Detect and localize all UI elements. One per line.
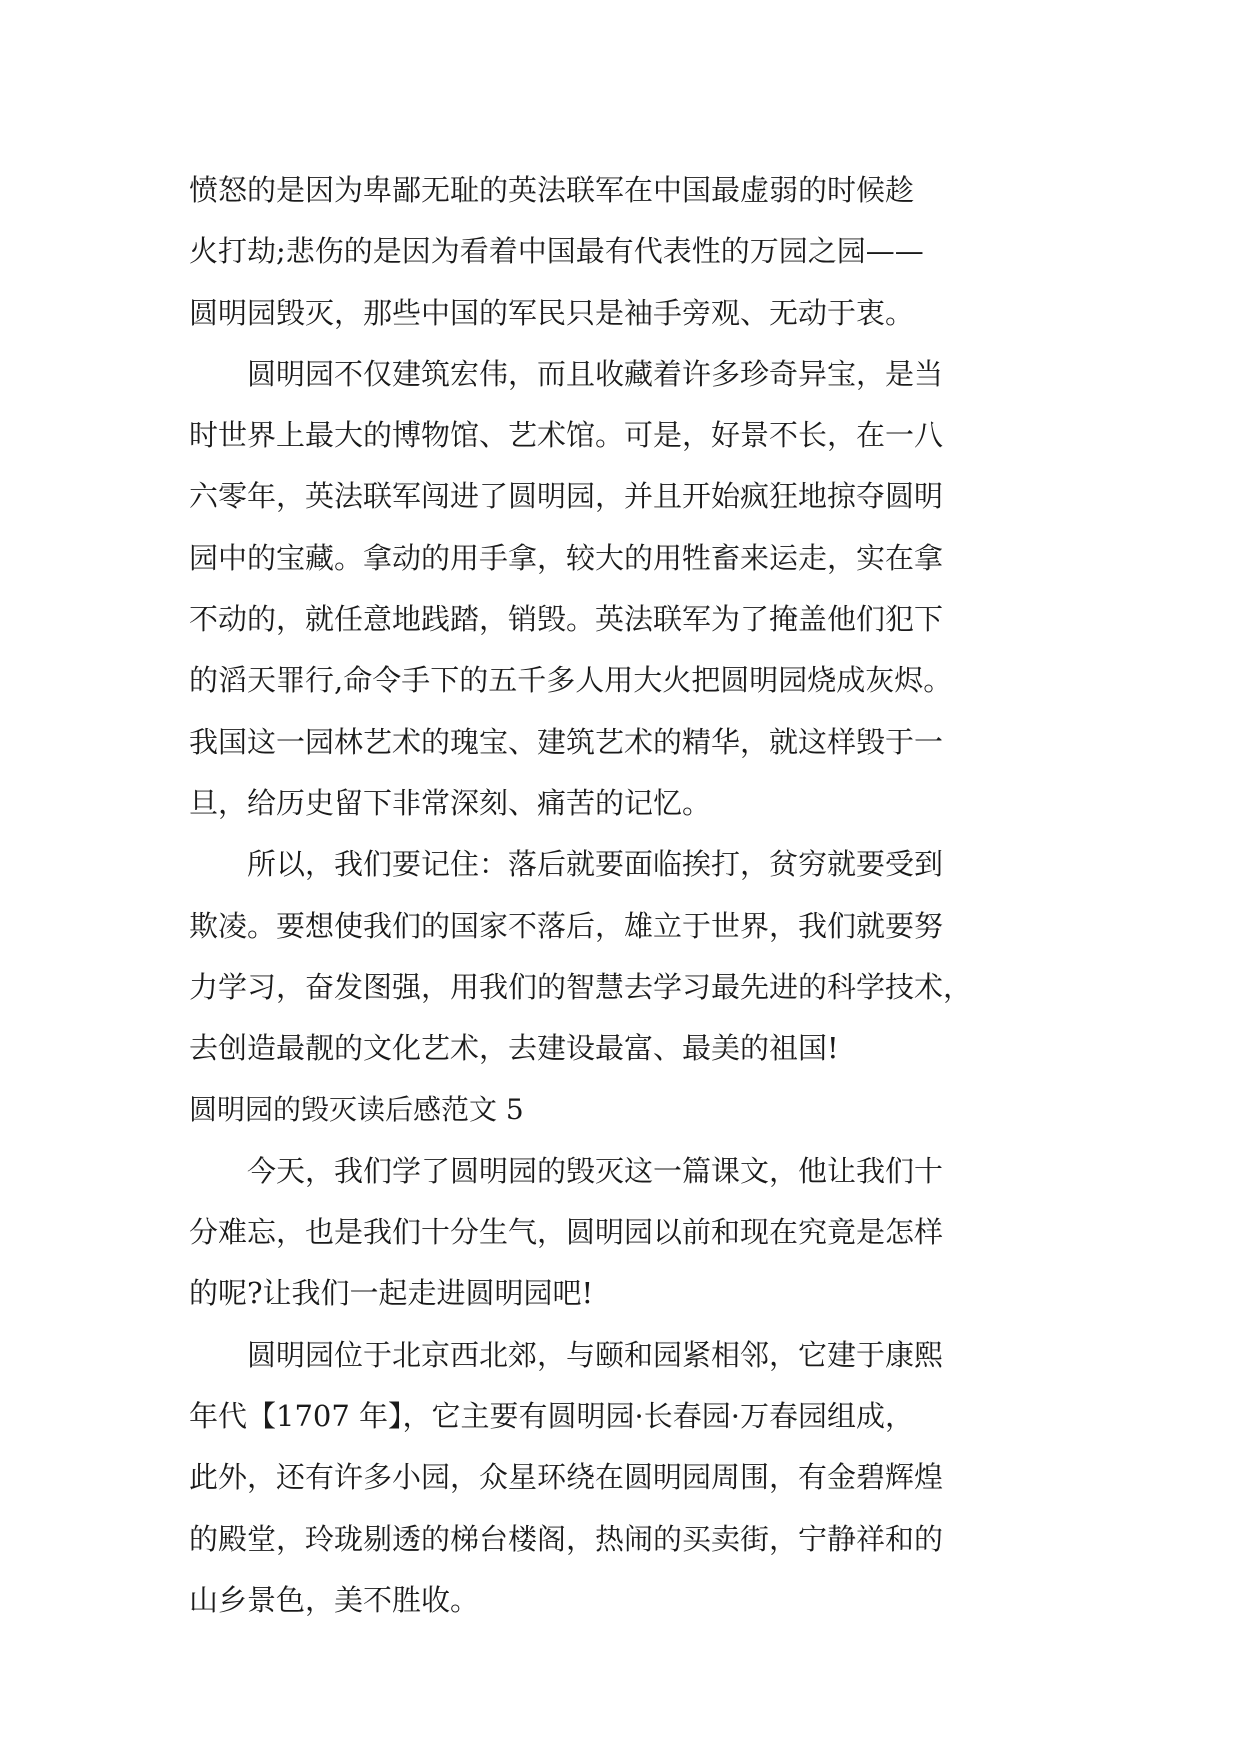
text-line: 去创造最靓的文化艺术，去建设最富、最美的祖国! bbox=[189, 1031, 839, 1066]
text-line: 我国这一园林艺术的瑰宝、建筑艺术的精华，就这样毁于一 bbox=[189, 724, 944, 759]
text-line: 的滔天罪行,命令手下的五千多人用大火把圆明园烧成灰烬。 bbox=[189, 663, 953, 698]
text-line: 欺凌。要想使我们的国家不落后，雄立于世界，我们就要努 bbox=[189, 908, 944, 943]
text-line: 的殿堂，玲珑剔透的梯台楼阁，热闹的买卖街，宁静祥和的 bbox=[189, 1521, 944, 1556]
text-line: 山乡景色，美不胜收。 bbox=[189, 1582, 480, 1617]
text-line: 园中的宝藏。拿动的用手拿，较大的用牲畜来运走，实在拿 bbox=[189, 540, 944, 575]
text-line: 此外，还有许多小园，众星环绕在圆明园周围，有金碧辉煌 bbox=[189, 1460, 944, 1495]
text-line: 所以，我们要记住：落后就要面临挨打，贫穷就要受到 bbox=[247, 847, 944, 882]
text-line: 六零年，英法联军闯进了圆明园，并且开始疯狂地掠夺圆明 bbox=[189, 479, 944, 514]
text-line: 今天，我们学了圆明园的毁灭这一篇课文，他让我们十 bbox=[247, 1153, 944, 1188]
text-line: 年代【1707 年】，它主要有圆明园·长春园·万春园组成， bbox=[189, 1398, 914, 1433]
section-heading: 圆明园的毁灭读后感范文 5 bbox=[189, 1093, 524, 1127]
text-line: 不动的，就任意地践踏，销毁。英法联军为了掩盖他们犯下 bbox=[189, 602, 944, 637]
text-line: 力学习，奋发图强，用我们的智慧去学习最先进的科学技术， bbox=[189, 969, 973, 1004]
text-line: 旦，给历史留下非常深刻、痛苦的记忆。 bbox=[189, 785, 712, 820]
text-line: 时世界上最大的博物馆、艺术馆。可是，好景不长，在一八 bbox=[189, 418, 944, 453]
body-text bbox=[189, 160, 1059, 1631]
text-line: 愤怒的是因为卑鄙无耻的英法联军在中国最虚弱的时候趁 bbox=[189, 173, 915, 207]
text-line: 分难忘，也是我们十分生气，圆明园以前和现在究竟是怎样 bbox=[189, 1215, 944, 1250]
text-line: 圆明园不仅建筑宏伟，而且收藏着许多珍奇异宝，是当 bbox=[247, 356, 944, 391]
text-line: 圆明园位于北京西北郊，与颐和园紧相邻，它建于康熙 bbox=[247, 1337, 944, 1372]
text-line: 圆明园毁灭，那些中国的军民只是袖手旁观、无动于衷。 bbox=[189, 295, 915, 330]
text-line: 的呢?让我们一起走进圆明园吧! bbox=[189, 1276, 594, 1311]
text-line: 火打劫;悲伤的是因为看着中国最有代表性的万园之园—— bbox=[189, 234, 924, 269]
